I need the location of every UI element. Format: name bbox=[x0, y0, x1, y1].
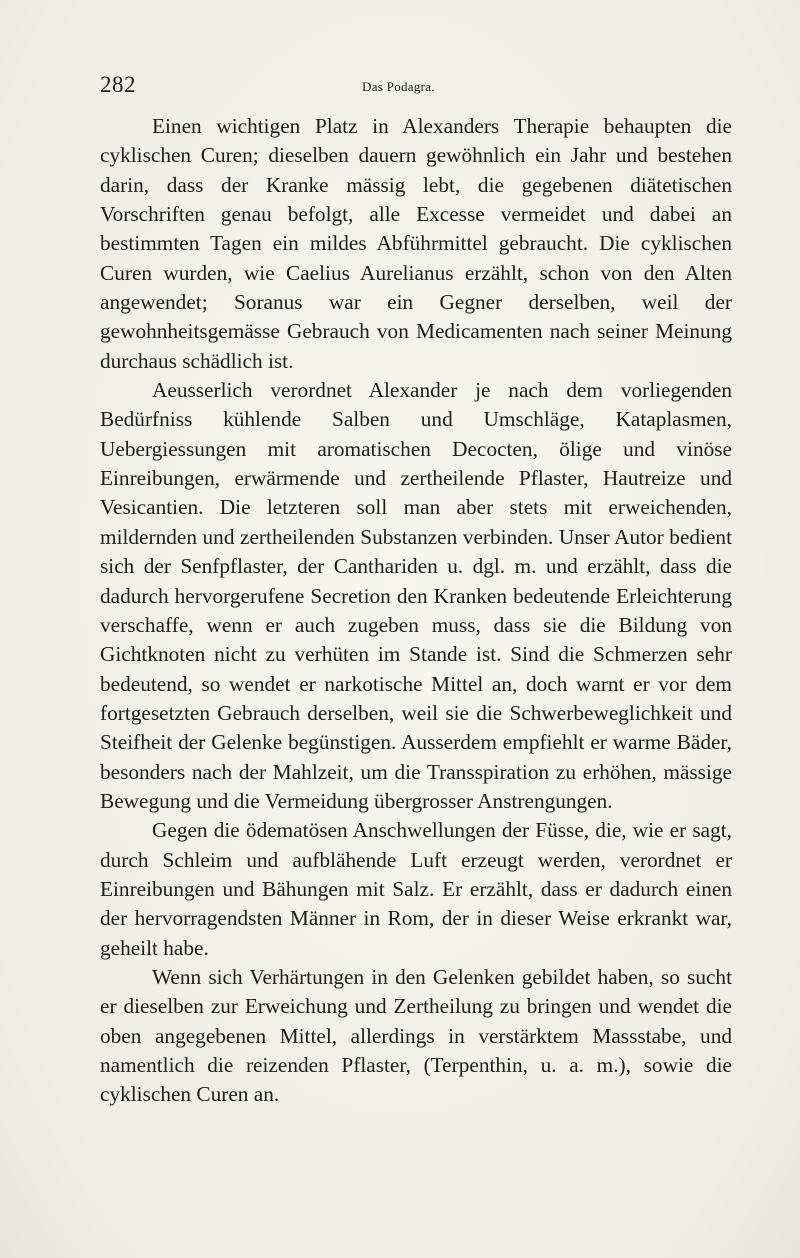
paragraph-external-remedies: Aeusserlich verordnet Alexander je nach dem vorliegenden Bedürfniss kühlende Salben und Umschläge, Kataplasmen, Uebergiessungen mit aromatischen Decocten, ölige und vinöse Einreibungen, erwärmende und zertheilende Pflaster, Hautreize und Vesicantien. Die letzteren soll man aber stets mit erweichenden, mildernden und zertheilenden Substanzen verbinden. Unser Autor bedient sich der Senfpflaster, der Canthariden u. dgl. m. und erzählt, dass die dadurch hervorgerufene Secretion den Kranken bedeutende Erleichterung verschaffe, wenn er auch zugeben muss, dass sie die Bildung von Gichtknoten nicht zu verhüten im Stande ist. Sind die Schmerzen sehr bedeutend, so wendet er narkotische Mittel an, doch warnt er vor dem fortgesetzten Gebrauch derselben, weil sie die Schwerbeweglichkeit und Steifheit der Gelenke begünstigen. Ausserdem empfiehlt er warme Bäder, besonders nach der Mahlzeit, um die Transspiration zu erhöhen, mässige Bewegung und die Vermeidung übergrosser Anstrengungen. bbox=[100, 378, 732, 813]
body-text bbox=[100, 112, 732, 1110]
running-title: Das Podagra. bbox=[362, 79, 435, 94]
paragraph-cyclic-cures: Einen wichtigen Platz in Alexanders Therapie behaupten die cyklischen Curen; dieselben dauern gewöhnlich ein Jahr und bestehen darin, dass der Kranke mässig lebt, die gegebenen diätetischen Vorschriften genau befolgt, alle Excesse vermeidet und dabei an bestimmten Tagen ein mildes Abführmittel gebraucht. Die cyklischen Curen wurden, wie Caelius Aurelianus erzählt, schon von den Alten angewendet; Soranus war ein Gegner derselben, weil der gewohnheitsgemässe Gebrauch von Medicamenten nach seiner Meinung durchaus schädlich ist. bbox=[100, 114, 732, 373]
page-header bbox=[100, 72, 730, 102]
paragraph-oedema: Gegen die ödematösen Anschwellungen der Füsse, die, wie er sagt, durch Schleim und aufblähende Luft erzeugt werden, verordnet er Einreibungen und Bähungen mit Salz. Er erzählt, dass er dadurch einen der hervorragendsten Männer in Rom, der in dieser Weise erkrankt war, geheilt habe. bbox=[100, 818, 732, 960]
paragraph-joint-hardening: Wenn sich Verhärtungen in den Gelenken gebildet haben, so sucht er dieselben zur Erweichung und Zertheilung zu bringen und wendet die oben angegebenen Mittel, allerdings in verstärktem Massstabe, und namentlich die reizenden Pflaster, (Terpenthin, u. a. m.), sowie die cyklischen Curen an. bbox=[100, 964, 732, 1107]
page-number: 282 bbox=[100, 72, 136, 97]
